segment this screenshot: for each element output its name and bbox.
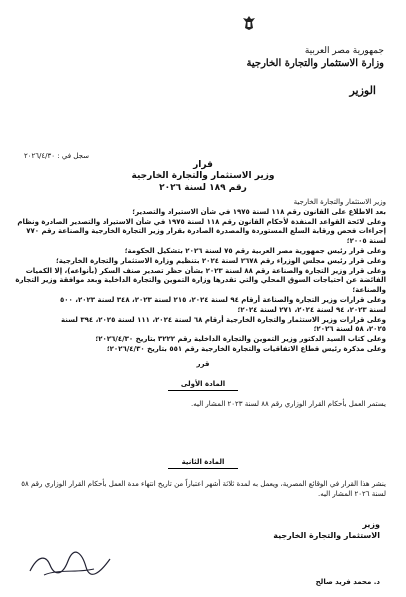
preamble-line: وعلى قرارات وزير الاستثمار والتجارة الخارجية أرقام ٦٨ لسنة ٢٠٢٤، ١١١ لسنة ٢٠٢٥، ٣٩٤ لسنة [61, 315, 386, 324]
article-1-text: يستمر العمل بأحكام القرار الوزاري رقم ٨٨ لسنة ٢٠٢٣ المشار اليه. [191, 400, 386, 408]
preamble-line: وعلى قرار رئيس مجلس الوزراء رقم ٢٦٧٨ لسنة ٢٠٢٤ بتنظيم وزارة الاستثمار والتجارة الخارجية؛ [55, 256, 386, 265]
article-1-title: المادة الأولى [180, 380, 226, 388]
preamble-line: بعد الاطلاع على القانون رقم ١١٨ لسنة ١٩٧٥ في شأن الاستيراد والتصدير؛ [132, 207, 386, 216]
preamble-line: لسنة ٢٠٢٣، ٩٤ لسنة ٢٠٢٤، ٢٧١ لسنة ٢٠٢٤؛ [237, 305, 386, 314]
decides-heading: قرر [196, 360, 210, 368]
preamble-line: وعلى مذكرة رئيس قطاع الاتفاقيات والتجارة الخارجية رقم ٥٥١ بتاريخ ٢٠٢٦/٤/٣٠؛ [106, 344, 386, 353]
preamble [15, 198, 386, 355]
signatory-title-2: الاستثمار والتجارة الخارجية [273, 531, 380, 540]
decree-issuer: وزير الاستثمار والتجارة الخارجية [131, 171, 275, 181]
country-name: جمهورية مصر العربية [304, 46, 384, 56]
article-2-rule [168, 468, 238, 469]
preamble-line: إجراءات فحص ورقابة السلع المستوردة والمصدرة الصادرة بقرار وزير التجارة الخارجية والصناعة رقم ٧٧٠ [26, 227, 386, 236]
article-2-title: المادة الثانية [181, 458, 225, 466]
preamble-line: وزير الاستثمار والتجارة الخارجية [293, 198, 386, 206]
article-1-rule [168, 390, 238, 391]
ministry-name: وزارة الاستثمار والتجارة الخارجية [246, 58, 384, 69]
preamble-line: والصناعة؛ [352, 286, 386, 295]
preamble-line: وعلى قرار رئيس جمهورية مصر العربية رقم ٧٥ لسنة ٢٠٢٦ بتشكيل الحكومة؛ [124, 246, 386, 255]
registration-date: سجل في : ٢٠٢٦/٤/٣٠ [24, 152, 89, 160]
registration-label: سجل في [61, 152, 89, 160]
preamble-line: وعلى لائحة القواعد المنفذة لأحكام القانون رقم ١١٨ لسنة ١٩٧٥ في شأن الاستيراد والتصدير الصادرة ونظام [17, 217, 386, 226]
preamble-line: لسنة ٢٠٠٥؛ [346, 237, 386, 246]
registration-value: ٢٠٢٦/٤/٣٠ [24, 152, 56, 160]
signatory-title-1: وزير [362, 520, 380, 529]
decree-number: رقم ١٨٩ لسنة ٢٠٢٦ [159, 183, 247, 193]
minister-office: الوزير [349, 84, 376, 97]
signatory-name: د. محمد فريد صالح [315, 578, 380, 586]
decree-type: قرار [193, 160, 213, 170]
preamble-line: ٢٠٢٥، ٥٨ لسنة ٢٠٢٦؛ [313, 325, 386, 334]
handwritten-signature [24, 547, 114, 581]
article-2-text: ينشر هذا القرار في الوقائع المصرية، ويعمل به لمدة ثلاثة أشهر اعتباراً من تاريخ انتهاء مدة العمل بأحكام القرار الوزاري رقم ٥٨ لسنة ٢٠٢٦ المشار اليه. [21, 480, 386, 498]
preamble-line: وعلى كتاب السيد الدكتور وزير التموين والتجارة الداخلية رقم ٣٢٢٢ بتاريخ ٢٠٢٦/٤/٣٠؛ [95, 335, 386, 344]
eagle-emblem-icon [240, 14, 258, 32]
preamble-line: الفائضة عن احتياجات السوق المحلي والتي تقدرها وزارة التموين والتجارة الداخلية وبعد موافقة وزير التجارة [15, 276, 386, 285]
preamble-line: وعلى قرارات وزير التجارة والصناعة أرقام ٩٤ لسنة ٢٠٢٤، ٢١٥ لسنة ٢٠٢٣، ٣٤٨ لسنة ٢٠٢٣، ٥٠٠ [60, 295, 386, 304]
preamble-line: وعلى قرار وزير التجارة والصناعة رقم ٨٨ لسنة ٢٠٢٣ بشأن حظر تصدير صنف السكر (بأنواعه)، إلا الكميات [25, 266, 386, 275]
